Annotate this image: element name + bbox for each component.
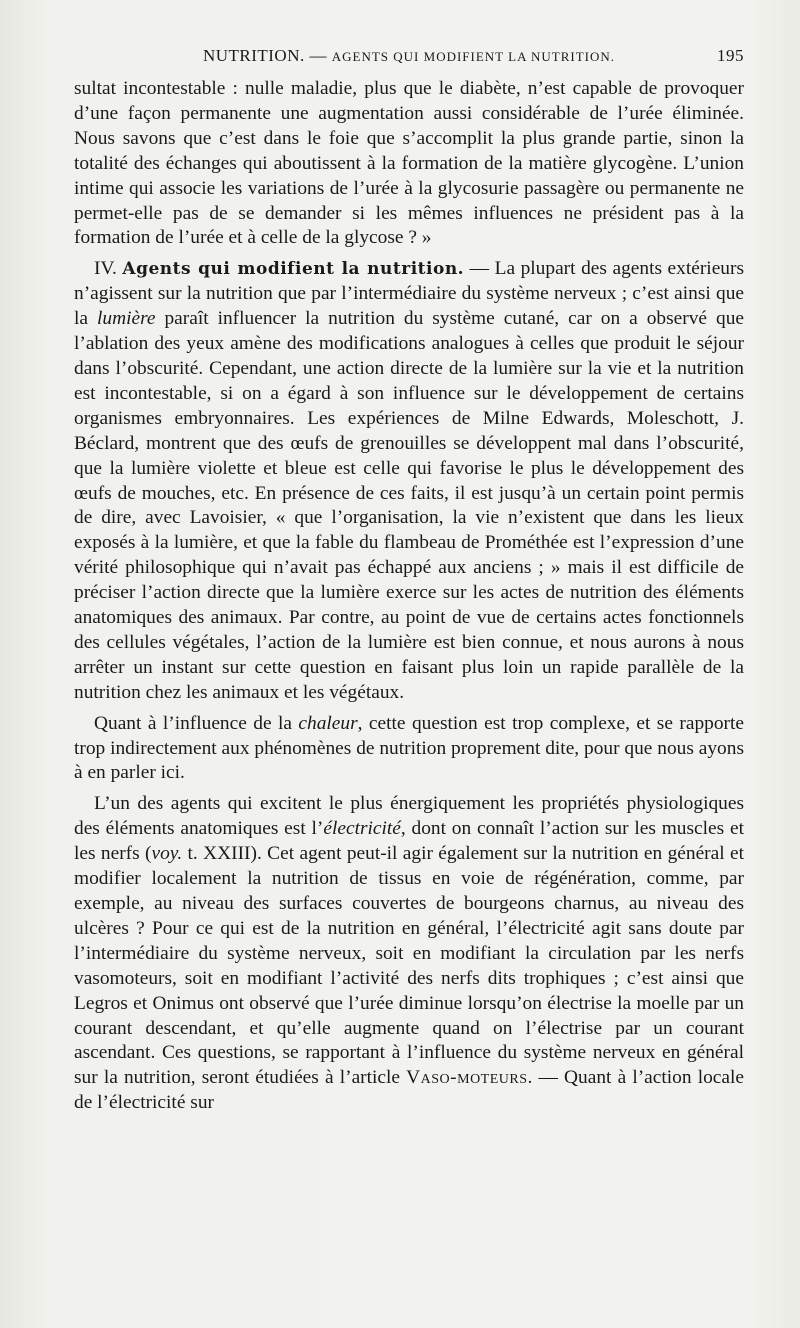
term-chaleur: chaleur [298, 712, 358, 734]
paragraph-2 [74, 257, 744, 705]
section-number: IV. [94, 258, 117, 280]
header-title-sub: AGENTS QUI MODIFIENT LA NUTRITION. [331, 49, 616, 64]
paragraph-3 [74, 712, 744, 787]
paragraph-4-text-b: , dont on connaît l’action sur les muscles et les nerfs ( [74, 818, 744, 865]
article-ref-vaso-moteurs: Vaso-moteurs [406, 1067, 528, 1089]
term-lumiere: lumière [96, 308, 156, 330]
paragraph-2-text-b: paraît influencer la nutrition du système cutané, car on a observé que l’ablation des yeux amène des modifications analogues à celles que produit le séjour dans l’obscurité. Cependant, une action directe de la lumière sur la vie et la nutrition est incontestable, si on a égard à son influence sur le développement de certains organismes embryonnaires. Les expériences de Milne Edwards, Moleschott, J. Béclard, montrent que des œufs de grenouilles se développent mal dans l’obscurité, que la lumière violette et bleue est celle qui favorise le plus le développement des œufs de mouches, etc. En présence de ces faits, il est jusqu’à un certain point permis de dire, avec Lavoisier, « que l’organisation, la vie n’existent que dans les lieux exposés à la lumière, et que la fable du flambeau de Prométhée est l’expression d’une vérité philosophique qui n’avait pas échappé aux anciens ; » mais il est difficile de préciser l’action directe que la lumière exerce sur les actes de nutrition des éléments anatomiques des animaux. Par contre, au point de vue de certains actes fonctionnels des cellules végétales, l’action de la lumière est bien connue, et nous aurons à nous arrêter un instant sur cette question en faisant plus loin un rapide parallèle de la nutrition chez les animaux et les végétaux. [74, 308, 745, 703]
paragraph-2-text-a: — La plupart des agents extérieurs n’agissent sur la nutrition que par l’intermédiaire du système nerveux ; c’est ainsi que la [74, 258, 745, 330]
paragraph-1: sultat incontestable : nulle maladie, plus que le diabète, n’est capable de provoquer d’une façon permanente une augmentation aussi considérable de l’urée éliminée. Nous savons que c’est dans le foie que s’accomplit la plus grande partie, sinon la totalité des échanges qui aboutissent à la formation de la matière glycogène. L’union intime qui associe les variations de l’urée à la glycosurie passagère ou permanente ne permet-elle pas de se demander si les mêmes influences ne président pas à la formation de l’urée et à celle de la glycose ? » [74, 78, 744, 249]
header-title-main: NUTRITION. [202, 46, 305, 65]
body-text [74, 77, 744, 1116]
paragraph-4 [74, 792, 744, 1116]
paragraph-4-text-c: t. XXIII). Cet agent peut-il agir également sur la nutrition en général et modifier localement la nutrition de tissus en voie de régénération, comme, par exemple, au niveau des surfaces couvertes de bourgeons charnus, au niveau des ulcères ? Pour ce qui est de la nutrition en général, l’électricité agit sans doute par l’intermédiaire du système nerveux, soit en modifiant la circulation par les nerfs vasomoteurs, soit en modifiant l’activité des nerfs dits trophiques ; c’est ainsi que Legros et Onimus ont observé que l’urée diminue lorsqu’on électrise la moelle par un courant descendant, et qu’elle augmente quand on l’électrise par un courant ascendant. Ces questions, se rapportant à l’influence du système nerveux en général sur la nutrition, seront étudiées à l’article [74, 843, 744, 1089]
running-header [74, 46, 744, 72]
paragraph-4-text-a: L’un des agents qui excitent le plus énergiquement les propriétés physiologiques des éléments anatomiques est l’ [74, 793, 744, 840]
header-title [74, 46, 744, 66]
paragraph-3-text-a: Quant à l’influence de la [94, 712, 299, 734]
section-title: Agents qui modifient la nutrition. [122, 259, 465, 280]
header-dash: — [309, 46, 327, 65]
paragraph-3-text-b: , cette question est trop complexe, et se rapporte trop indirectement aux phénomènes de nutrition proprement dite, pour que nous ayons à en parler ici. [74, 712, 744, 784]
paragraph-4-text-d: . — Quant à l’action locale de l’électricité sur [74, 1067, 744, 1114]
ref-voy: voy. [151, 843, 183, 865]
page-number: 195 [717, 46, 744, 65]
term-electricite: électricité [323, 818, 401, 840]
